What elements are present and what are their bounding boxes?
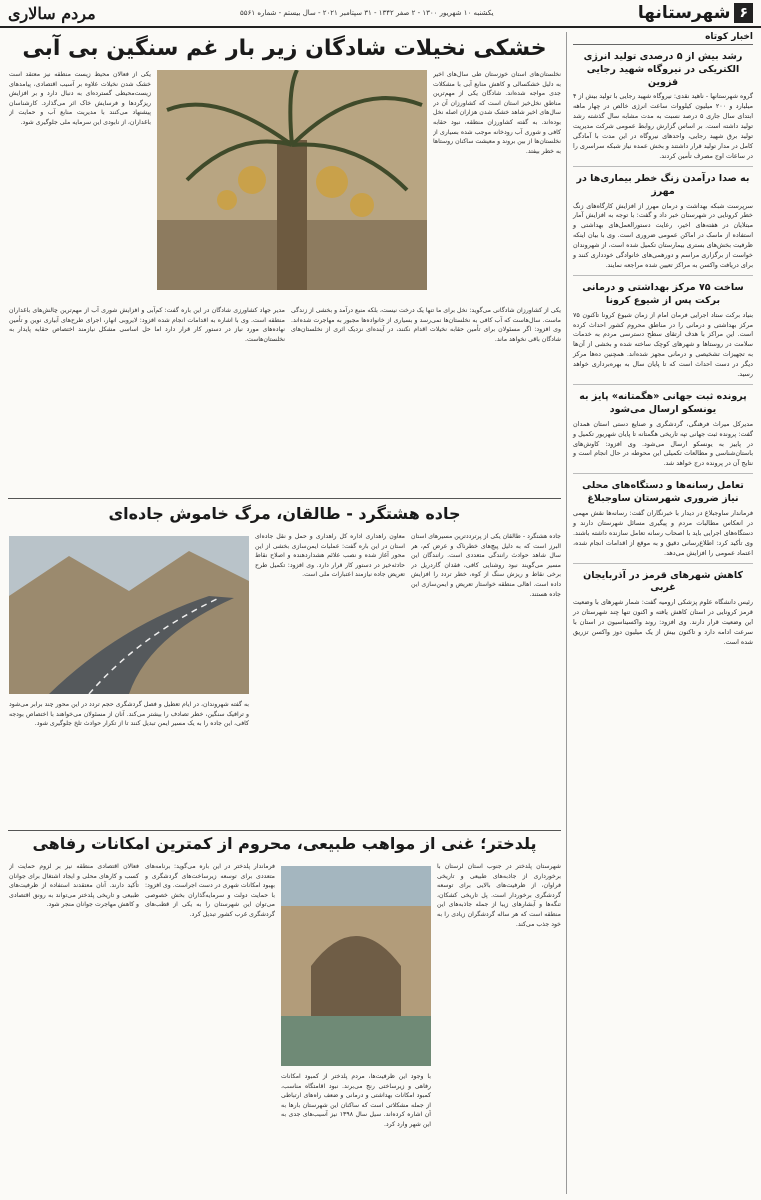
divider	[573, 384, 753, 385]
date-palm-illustration	[157, 70, 427, 290]
article-column	[9, 700, 249, 822]
article-column	[9, 862, 139, 1192]
masthead	[0, 0, 761, 28]
divider	[573, 275, 753, 276]
article-column	[9, 306, 285, 496]
sidebar-header: اخبار کوتاه	[573, 32, 753, 45]
story-poldokhtar	[8, 832, 561, 1194]
article-column	[255, 532, 405, 822]
page-number: ۶	[734, 3, 753, 23]
article-column	[281, 1072, 431, 1192]
story-headline: خشکی نخیلات شادگان زیر بار غم سنگین بی آبی	[22, 36, 547, 61]
brief-body: مدیرکل میراث فرهنگی، گردشگری و صنایع دستی استان همدان گفت: پرونده ثبت جهانی تپه تاریخی هگمتانه تا پایان شهریور تکمیل و در پاییز به یونسکو ارسال می‌شود. وی افزود: کاوش‌های باستان‌شناسی و مطالعات تکمیلی این محوطه در حال انجام است و نتایج آن در پرونده درج خواهد شد.	[573, 419, 753, 468]
brief-body: بنیاد برکت ستاد اجرایی فرمان امام از زمان شیوع کرونا تاکنون ۷۵ مرکز بهداشتی و درمانی را در مناطق محروم کشور احداث کرده است. این مراکز با هدف ارتقای سطح دسترسی مردم به خدمات سلامت در روستاها و شهرهای کوچک ساخته شده و بخشی از آن‌ها به تجهیزات تشخیصی و درمانی مجهز شده‌اند. همچنین ده‌ها مرکز دیگر در دست احداث است که تا پایان سال به بهره‌برداری خواهد رسید.	[573, 310, 753, 379]
mountain-road-photo	[9, 536, 249, 694]
story-headline: جاده هشتگرد - طالقان، مرگ خاموش جاده‌ای	[108, 504, 461, 523]
brief-story	[573, 173, 753, 271]
brief-story	[573, 282, 753, 380]
article-column	[9, 70, 151, 300]
brief-title: تعامل رسانه‌ها و دستگاه‌های محلی نیاز ضروری شهرستان ساوجبلاغ	[582, 480, 744, 505]
brief-title: پرونده ثبت جهانی «هگمتانه» پایز به یونسکو ارسال می‌شود	[579, 391, 747, 415]
brief-body: گروه شهرستانها - ناهید نقدی: نیروگاه شهید رجایی با تولید بیش از ۴ میلیارد و ۲۰۰ میلیون کیلووات ساعت انرژی خالص در چهار ماهه ابتدای سال جاری ۵ درصد نسبت به مدت مشابه سال گذشته رشد تولید داشته است. بر اساس گزارش روابط عمومی شرکت مدیریت تولید برق شهید رجایی، واحدهای نیروگاه در این مدت با آمادگی کامل در مدار تولید قرار داشتند و بخش عمده نیاز شبکه سراسری را در ساعات اوج مصرف تأمین کردند.	[573, 92, 753, 160]
brief-title: ساخت ۷۵ مرکز بهداشتی و درمانی برکت پس از شیوع کرونا	[582, 281, 744, 306]
dateline: یکشنبه ۱۰ شهریور ۱۳۰۰ - ۲ صفر ۱۳۴۲ - ۳۱ سپتامبر ۲۰۲۱ - سال بیستم - شماره ۵۵۶۱	[240, 9, 494, 17]
brief-story	[573, 51, 753, 162]
mountain-road-illustration	[9, 536, 249, 694]
divider	[573, 473, 753, 474]
article-paragraph: به گفته شهروندان، در ایام تعطیل و فصل گردشگری حجم تردد در این محور چند برابر می‌شود و ترافیک سنگین، خطر تصادف را بیشتر می‌کند. آنان از مسئولان می‌خواهند با اختصاص بودجه کافی، این جاده را به یک مسیر ایمن تبدیل کنند تا از تکرار حوادث تلخ جلوگیری شود.	[9, 701, 249, 728]
article-column	[437, 862, 561, 1192]
paper-name: مردم سالاری	[8, 3, 96, 23]
brief-story	[573, 391, 753, 469]
article-paragraph: شهرستان پلدختر در جنوب استان لرستان با برخورداری از جاذبه‌های طبیعی و تاریخی فراوان، از ظرفیت‌های بالایی برای توسعه گردشگری برخوردار است. پل تاریخی کشکان، تنگه‌ها و آبشارهای زیبا از جمله جاذبه‌های این منطقه است که هر ساله گردشگران زیادی را به خود جذب می‌کند.	[437, 863, 561, 928]
brief-title: به صدا درآمدن زنگ خطر بیماری‌ها در مهرز	[576, 172, 750, 197]
brief-story	[573, 570, 753, 648]
article-paragraph: فعالان اقتصادی منطقه نیز بر لزوم حمایت از کسب و کارهای محلی و ایجاد اشتغال برای جوانان تأکید دارند. آنان معتقدند استفاده از ظرفیت‌های طبیعی و تاریخی پلدختر می‌تواند به رونق اقتصادی و کاهش مهاجرت جوانان منجر شود.	[9, 863, 139, 909]
article-paragraph: مدیر جهاد کشاورزی شادگان در این باره گفت: کم‌آبی و افزایش شوری آب از مهم‌ترین چالش‌های باغداران منطقه است. وی با اشاره به اقدامات انجام شده افزود: لایروبی انهار، اجرای طرح‌های آبیاری نوین و تأمین نهاده‌های مورد نیاز در دستور کار قرار دارد اما حل اساسی مشکل نیازمند اختصاص حقابه پایدار به نخلستان‌هاست.	[9, 307, 285, 343]
section-tag	[638, 3, 753, 23]
story-date-palms	[8, 32, 561, 500]
divider	[8, 830, 561, 831]
section-title: شهرستانها	[637, 3, 731, 23]
divider	[573, 166, 753, 167]
brief-story	[573, 480, 753, 558]
divider	[573, 563, 753, 564]
article-paragraph: معاون راهداری اداره کل راهداری و حمل و نقل جاده‌ای استان در این باره گفت: عملیات ایمن‌سازی بخشی از این محور آغاز شده و نصب علائم هشداردهنده و اصلاح نقاط حادثه‌خیز در دستور کار قرار دارد. وی افزود: تکمیل طرح تعریض جاده نیازمند اعتبارات ملی است.	[255, 533, 405, 579]
article-column	[145, 862, 275, 1192]
brief-body: رئیس دانشگاه علوم پزشکی ارومیه گفت: شمار شهرهای با وضعیت قرمز کرونایی در استان کاهش یافته و اکنون تنها چند شهرستان در این وضعیت قرار دارند. وی افزود: روند واکسیناسیون در استان با سرعت ادامه دارد و تاکنون بیش از یک میلیون دوز واکسن تزریق شده است.	[573, 598, 753, 646]
story-taleghan-road	[8, 502, 561, 826]
story-headline: پلدختر؛ غنی از مواهب طبیعی، محروم از کمترین امکانات رفاهی	[32, 834, 537, 853]
date-palm-photo	[157, 70, 427, 290]
divider	[8, 498, 561, 499]
brief-title: کاهش شهرهای قرمز در آذربایجان غربی	[583, 569, 743, 594]
historic-bridge-photo	[281, 866, 431, 1066]
historic-bridge-illustration	[281, 866, 431, 1066]
article-paragraph: با وجود این ظرفیت‌ها، مردم پلدختر از کمبود امکانات رفاهی و زیرساختی رنج می‌برند. نبود اقامتگاه مناسب، کمبود امکانات بهداشتی و درمانی و ضعف راه‌های ارتباطی از جمله مشکلاتی است که ساکنان این شهرستان بارها به آن اشاره کرده‌اند. سیل سال ۱۳۹۸ نیز آسیب‌های جدی به این شهر وارد کرد.	[281, 1073, 431, 1129]
article-paragraph: فرماندار پلدختر در این باره می‌گوید: برنامه‌های متعددی برای توسعه زیرساخت‌های گردشگری و بهبود امکانات شهری در دست اجراست. وی افزود: با حمایت دولت و سرمایه‌گذاران بخش خصوصی می‌توان این شهرستان را به یکی از قطب‌های گردشگری غرب کشور تبدیل کرد.	[145, 863, 275, 919]
article-paragraph: جاده هشتگرد - طالقان یکی از پرتردد‌ترین مسیرهای استان البرز است که به دلیل پیچ‌های خطرناک و عرض کم، هر سال شاهد حوادث رانندگی متعددی است. رانندگان این مسیر می‌گویند نبود روشنایی کافی، فقدان گاردریل در برخی نقاط و ریزش سنگ از کوه، خطر تردد را افزایش داده است. اهالی منطقه خواستار تعریض و ایمن‌سازی این جاده هستند.	[411, 533, 561, 598]
article-paragraph: یکی از کشاورزان شادگانی می‌گوید: نخل برای ما تنها یک درخت نیست، بلکه منبع درآمد و بخشی از زندگی ماست. سال‌هاست که آب کافی به نخلستان‌ها نمی‌رسد و بسیاری از خانواده‌ها مجبور به مهاجرت شده‌اند. وی افزود: اگر مسئولان برای تأمین حقابه نخیلات اقدام نکنند، در آینده‌ای نزدیک اثری از نخلستان‌های شادگان باقی نخواهد ماند.	[291, 307, 561, 343]
news-briefs-sidebar	[566, 32, 753, 1194]
article-column	[411, 532, 561, 822]
brief-body: سرپرست شبکه بهداشت و درمان مهرز از افزایش کارگاه‌های زنگ خطر کرونایی در شهرستان خبر داد و گفت: با توجه به افزایش آمار مبتلایان در هفته‌های اخیر، رعایت دستورالعمل‌های بهداشتی و استفاده از ماسک در اماکن عمومی ضروری است. وی با بیان اینکه ظرفیت بخش‌های بستری بیمارستان تکمیل شده است، از شهروندان خواست از برگزاری مراسم و دورهمی‌های خانوادگی خودداری کنند و برای دریافت واکسن به مراکز تعیین شده مراجعه نمایند.	[573, 201, 753, 270]
brief-body: فرماندار ساوجبلاغ در دیدار با خبرنگاران گفت: رسانه‌ها نقش مهمی در انعکاس مطالبات مردم و پیگیری مسائل شهرستان دارند و دستگاه‌های اجرایی باید با اصحاب رسانه تعامل سازنده داشته باشند. وی تأکید کرد: اطلاع‌رسانی دقیق و به موقع از اقدامات انجام شده، اعتماد عمومی را افزایش می‌دهد.	[573, 508, 753, 557]
article-paragraph: نخلستان‌های استان خوزستان طی سال‌های اخیر به دلیل خشکسالی و کاهش منابع آبی با مشکلات جدی مواجه شده‌اند. شادگان یکی از مهم‌ترین مناطق نخل‌خیز استان است که کشاورزان آن در سال‌های اخیر شاهد خشک شدن هزاران اصله نخل بوده‌اند. به گفته کشاورزان منطقه، نبود حقابه کافی و شوری آب رودخانه موجب شده بسیاری از نخلستان‌ها از بین بروند و معیشت ساکنان روستاها به خطر بیفتد.	[433, 71, 561, 155]
article-column	[291, 306, 561, 496]
article-column	[433, 70, 561, 300]
article-paragraph: یکی از فعالان محیط زیست منطقه نیز معتقد است خشک شدن نخیلات علاوه بر آسیب اقتصادی، پیامدهای زیست‌محیطی گسترده‌ای به دنبال دارد و بر افزایش ریزگردها و فرسایش خاک اثر می‌گذارد. کارشناسان پیشنهاد می‌کنند با مدیریت منابع آب و حمایت از باغداران، از نابودی این سرمایه ملی جلوگیری شود.	[9, 71, 151, 127]
brief-title: رشد بیش از ۵ درصدی تولید انرژی الکتریکی در نیروگاه شهید رجایی قزوین	[583, 51, 743, 88]
main-content	[8, 32, 561, 1194]
